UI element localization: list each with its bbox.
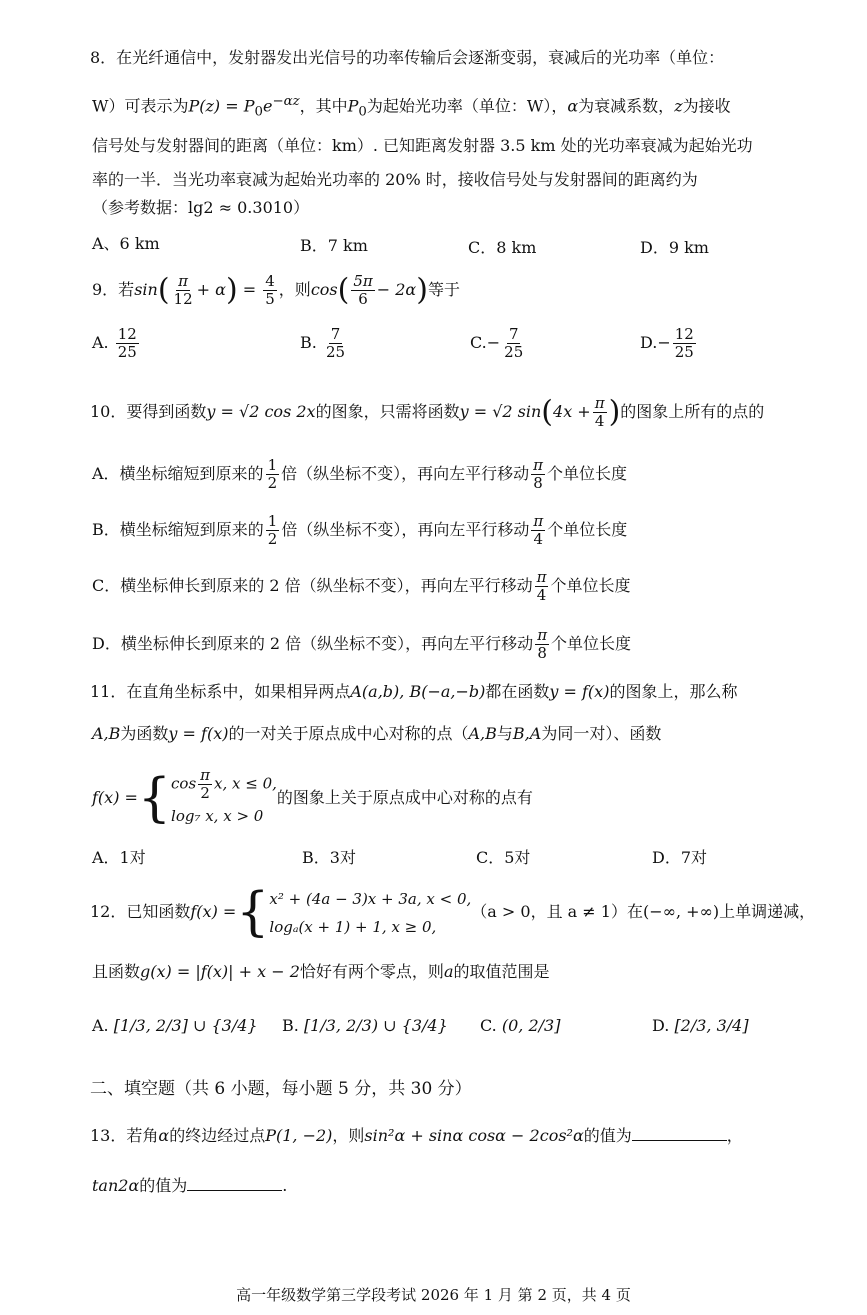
- q10-frac-den: 4: [594, 412, 605, 430]
- q10-option-d[interactable]: [92, 626, 631, 662]
- q10-option-a-text-3: 个单位长度: [546, 464, 627, 483]
- q13-expression: sin²α + sinα cosα − 2cos²α: [364, 1126, 584, 1145]
- q9-option-d[interactable]: [640, 326, 698, 361]
- q10-option-a-text-1: A．横坐标缩短到原来的: [92, 464, 264, 483]
- q11-brace: {: [137, 768, 172, 829]
- q9-minus-2a: − 2α: [376, 280, 417, 299]
- q12-option-b-label: B.: [282, 1016, 299, 1035]
- q10-option-a-shift-den: 8: [533, 474, 543, 492]
- q10-option-a-text-2: 倍（纵坐标不变），再向左平行移动: [281, 464, 530, 483]
- q10-option-b-frac-num: 1: [267, 512, 278, 530]
- q10-option-c[interactable]: [92, 568, 630, 604]
- q10-func-1: y = √2 cos 2x: [206, 402, 316, 421]
- q9-frac3-num: 5π: [353, 272, 373, 290]
- q13-text-g: .: [282, 1176, 288, 1195]
- q10-option-a[interactable]: [92, 456, 627, 492]
- q11-text-a: 11．在直角坐标系中，如果相异两点: [90, 682, 351, 701]
- q11-case-1-rest: x, x ≤ 0,: [214, 774, 277, 793]
- q12-option-d-label: D.: [652, 1016, 670, 1035]
- q10-paren-open: (: [541, 394, 554, 430]
- q9-paren-close: ): [225, 272, 238, 308]
- q10-option-a-frac-num: 1: [267, 456, 278, 474]
- q10-option-d-text-1: D．横坐标伸长到原来的 2 倍（纵坐标不变），再向左平行移动: [92, 634, 534, 653]
- q12-a: a: [443, 962, 454, 981]
- q10-text-c: 的图象上所有的点的: [620, 402, 765, 421]
- q9-option-d-den: 25: [674, 343, 694, 361]
- q12-option-c[interactable]: [480, 1014, 560, 1038]
- q9-option-c-sign: −: [486, 333, 501, 352]
- q10-option-a-frac-den: 2: [267, 474, 278, 492]
- q8-p0-sub: 0: [358, 104, 367, 120]
- q11-option-b[interactable]: B．3对: [302, 848, 356, 867]
- q9-option-b-num: 7: [330, 325, 341, 343]
- q9-sin: sin: [134, 280, 158, 299]
- q8-line-4: 率的一半．当光功率衰减为起始光功率的 20% 时，接收信号处与发射器间的距离约为: [92, 170, 698, 189]
- q12-fx: f(x) =: [190, 902, 237, 921]
- q11-text-c: 的图象上，那么称: [609, 682, 738, 701]
- q10-option-d-text-3: 个单位长度: [551, 634, 632, 653]
- q12-option-a-text: [1/3, 2/3] ∪ {3/4}: [113, 1016, 258, 1035]
- q8-text-a: W）可表示为: [92, 96, 189, 116]
- q11-fx: f(x) =: [92, 788, 138, 807]
- q9-stem: [92, 270, 460, 311]
- q10-frac-num: π: [594, 394, 605, 412]
- q12-option-c-label: C.: [480, 1016, 497, 1035]
- q10-stem: [90, 392, 764, 433]
- q9-option-b-label: B.: [300, 333, 317, 352]
- q12-option-d-text: [2/3, 3/4]: [674, 1016, 749, 1035]
- q9-option-c-den: 25: [504, 343, 524, 361]
- q13-text-c: ，则: [332, 1126, 365, 1145]
- q11-case-1-frac-num: π: [200, 766, 211, 784]
- q8-line-3: 信号处与发射器间的距离（单位：km）. 已知距离发射器 3.5 km 处的光功率衰减为起始光功: [92, 136, 753, 155]
- q11-ba: B,A: [512, 724, 542, 743]
- q9-option-a-num: 12: [117, 325, 137, 343]
- q8-text-c: 为起始光功率（单位：W），: [366, 96, 568, 116]
- q13-answer-blank-1[interactable]: [632, 1122, 727, 1141]
- q11-text-e: 的一对关于原点成中心对称的点（: [228, 724, 469, 743]
- q9-option-a-den: 25: [117, 343, 137, 361]
- q11-option-c[interactable]: C．5对: [476, 848, 531, 867]
- q9-option-c-label: C.: [470, 333, 487, 352]
- q12-text-b: 且函数: [92, 962, 141, 981]
- q12-g-func: g(x) = |f(x)| + x − 2: [140, 962, 300, 981]
- q11-text-f: 与: [496, 724, 513, 743]
- q12-option-a[interactable]: [92, 1014, 258, 1038]
- q9-frac-pi-12: [172, 273, 195, 308]
- q9-option-b-frac: [324, 326, 347, 361]
- q11-option-d[interactable]: D．7对: [652, 848, 708, 867]
- q10-paren-close: ): [608, 394, 621, 430]
- q8-line-5: （参考数据：lg2 ≈ 0.3010）: [92, 198, 310, 217]
- q9-frac-4-5: [263, 273, 277, 308]
- q9-option-d-num: 12: [674, 325, 694, 343]
- q9-frac-den: 12: [173, 290, 193, 308]
- q10-option-a-shift-num: π: [533, 456, 543, 474]
- q10-option-b-shift-den: 4: [533, 530, 544, 548]
- q10-option-c-text-3: 个单位长度: [550, 576, 631, 595]
- q11-case-1: [171, 767, 277, 802]
- q10-option-d-shift-den: 8: [537, 644, 547, 662]
- q10-option-d-shift-num: π: [537, 626, 548, 644]
- q13-line-2: [92, 1172, 287, 1198]
- q9-option-a-frac: [116, 326, 139, 361]
- q8-formula: P(z) = P: [188, 96, 255, 116]
- q9-option-b[interactable]: [300, 326, 349, 361]
- q11-piecewise: [92, 766, 533, 830]
- q10-option-d-shift: [535, 627, 549, 662]
- q10-option-b-text-3: 个单位长度: [547, 520, 628, 539]
- q12-option-b-text: [1/3, 2/3) ∪ {3/4}: [303, 1016, 448, 1035]
- q10-option-c-shift: [535, 569, 549, 604]
- q9-paren-close-2: ): [416, 272, 428, 308]
- q9-frac2-den: 5: [265, 290, 275, 308]
- section-heading: 二、填空题（共 6 小题，每小题 5 分，共 30 分）: [90, 1079, 472, 1099]
- q10-option-a-frac: [266, 457, 280, 492]
- page-footer: 高一年级数学第三学段考试 2026 年 1 月 第 2 页，共 4 页: [236, 1286, 631, 1304]
- q8-option-a[interactable]: A、6 km: [92, 234, 160, 253]
- q8-option-b[interactable]: B．7 km: [300, 236, 368, 255]
- q9-cos: cos: [310, 280, 338, 299]
- q9-option-a[interactable]: [92, 326, 141, 361]
- q11-text-b: 都在函数: [485, 682, 550, 701]
- q13-point: P(1, −2): [265, 1126, 333, 1145]
- q8-option-c[interactable]: C．8 km: [468, 238, 537, 257]
- q12-case-2: logₐ(x + 1) + 1, x ≥ 0,: [269, 917, 437, 936]
- q10-option-b-frac: [266, 513, 280, 548]
- q8-line-1: 8．在光纤通信中，发射器发出光信号的功率传输后会逐渐变弱，衰减后的光功率（单位：: [90, 48, 725, 67]
- q13-alpha: α: [158, 1126, 170, 1145]
- q9-frac-num: π: [178, 272, 189, 290]
- q12-cases: [269, 885, 471, 941]
- q12-condition: （a > 0，且 a ≠ 1）在(−∞, +∞)上单调递减，: [471, 902, 816, 921]
- q10-option-b-frac-den: 2: [267, 530, 278, 548]
- q8-text-d: 为衰减系数，: [578, 96, 675, 116]
- q9-paren-open: (: [157, 272, 170, 308]
- q13-text-d: 的值为: [583, 1126, 632, 1145]
- q13-text-e: ，: [726, 1126, 743, 1145]
- q8-text-b: ，其中: [299, 96, 348, 116]
- q12-option-c-text: (0, 2/3]: [501, 1016, 561, 1035]
- q11-case-1-frac-den: 2: [200, 784, 210, 802]
- q9-number: 9．若: [92, 280, 135, 299]
- q12-option-d[interactable]: [652, 1014, 749, 1038]
- q11-cases: [171, 767, 277, 830]
- q13-text-b: 的终边经过点: [169, 1126, 266, 1145]
- q12-text-c: 恰好有两个零点，则: [299, 962, 444, 981]
- q12-line-2: [92, 960, 550, 984]
- q9-option-d-sign: −: [657, 333, 671, 352]
- q9-tail: 等于: [427, 280, 460, 299]
- q10-option-a-shift: [531, 457, 545, 492]
- q9-frac2-num: 4: [265, 272, 275, 290]
- q10-option-b-text-1: B．横坐标缩短到原来的: [92, 520, 264, 539]
- q13-text-a: 13．若角: [90, 1126, 159, 1145]
- q10-option-c-shift-den: 4: [536, 586, 547, 604]
- q8-line-2: [92, 90, 731, 125]
- q11-case-2: log₇ x, x > 0: [171, 807, 264, 825]
- q13-answer-blank-2[interactable]: [187, 1172, 282, 1191]
- q9-option-c-frac: [502, 326, 525, 361]
- q11-case-1-frac: [198, 767, 212, 802]
- q8-text-e: 为接收: [682, 96, 731, 116]
- q9-option-d-frac: [673, 326, 696, 361]
- q11-text-g: 为同一对）、函数: [541, 724, 662, 743]
- q10-option-c-text-1: C．横坐标伸长到原来的 2 倍（纵坐标不变），再向左平行移动: [92, 576, 533, 595]
- q10-option-b[interactable]: [92, 512, 627, 548]
- q9-option-b-den: 25: [325, 343, 346, 361]
- q11-points: A(a,b), B(−a,−b): [350, 682, 486, 701]
- q10-option-b-shift: [531, 513, 545, 548]
- q8-option-d[interactable]: D．9 km: [640, 238, 709, 257]
- q9-frac-5pi-6: [351, 273, 374, 308]
- q10-func-2: y = √2 sin: [459, 402, 542, 421]
- q11-ab: A,B: [92, 724, 121, 743]
- q8-formula-sub: 0: [254, 104, 263, 120]
- q11-func: y = f(x): [549, 682, 610, 701]
- q13-line-1: [90, 1122, 743, 1148]
- q10-number: 10．: [90, 402, 127, 421]
- q11-option-a[interactable]: A．1对: [92, 848, 146, 867]
- q12-option-a-label: A.: [92, 1016, 109, 1035]
- q11-case-1-cos: cos: [171, 774, 197, 793]
- q10-option-c-shift-num: π: [536, 568, 547, 586]
- q11-func-2: y = f(x): [168, 724, 229, 743]
- q11-line-2: [92, 722, 661, 746]
- q9-option-d-label: D.: [640, 333, 658, 352]
- q12-case-1: x² + (4a − 3)x + 3a, x < 0,: [269, 889, 472, 908]
- q11-ab-2: A,B: [468, 724, 497, 743]
- q8-formula-sup: −αz: [272, 94, 300, 109]
- q9-option-a-label: A.: [92, 333, 109, 352]
- q12-stem: [90, 880, 815, 944]
- q12-text-d: 的取值范围是: [453, 962, 550, 981]
- q10-option-b-text-2: 倍（纵坐标不变），再向左平行移动: [281, 520, 530, 539]
- q9-equals: =: [242, 280, 257, 299]
- q8-alpha: α: [567, 96, 579, 116]
- q9-option-c-num: 7: [508, 325, 519, 343]
- q10-func-2-arg: 4x +: [553, 402, 591, 421]
- q12-brace: {: [236, 882, 270, 943]
- q13-text-f: 的值为: [139, 1176, 188, 1195]
- q10-text-b: 的图象，只需将函数: [315, 402, 460, 421]
- q13-tan: tan2α: [92, 1176, 140, 1195]
- q9-plus-alpha: + α: [196, 280, 226, 299]
- q11-line-1: [90, 680, 737, 704]
- q9-option-c[interactable]: [470, 326, 527, 361]
- q9-frac3-den: 6: [358, 290, 368, 308]
- q9-then: ，则: [278, 280, 311, 299]
- q11-tail: 的图象上关于原点成中心对称的点有: [276, 788, 533, 807]
- q9-paren-open-2: (: [337, 272, 350, 308]
- q10-frac-pi-4: [593, 395, 607, 430]
- q10-text-a: 要得到函数: [126, 402, 207, 421]
- q8-p0: P: [347, 96, 359, 116]
- q11-text-d: 为函数: [120, 724, 169, 743]
- q12-text-a: 12．已知函数: [90, 902, 191, 921]
- q8-z: z: [674, 96, 683, 116]
- q12-option-b[interactable]: [282, 1014, 448, 1038]
- q8-formula-e: e: [262, 96, 273, 116]
- q10-option-b-shift-num: π: [533, 512, 544, 530]
